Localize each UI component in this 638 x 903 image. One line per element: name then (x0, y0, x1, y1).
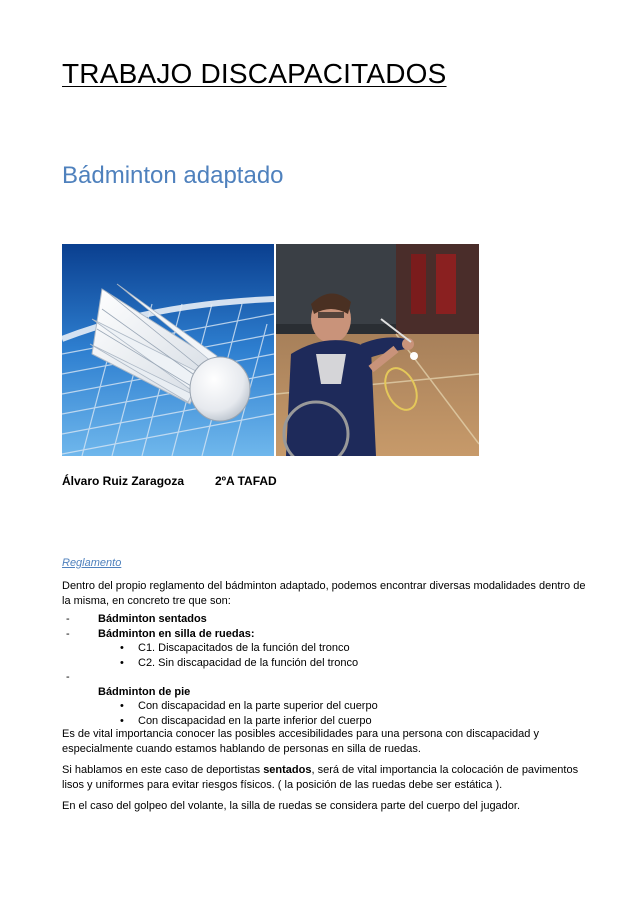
sub-list-item (62, 656, 582, 671)
document-subtitle: Bádminton adaptado (62, 162, 284, 189)
sub-list-item (62, 641, 582, 656)
list-item-label: Bádminton en silla de ruedas: (98, 627, 255, 640)
list-item-label: Bádminton sentados (98, 613, 207, 625)
paragraph-line: Es de vital importancia conocer las posibles accesibilidades para una persona con discapacidad y (62, 728, 539, 740)
bullet-marker: • (120, 642, 124, 654)
list-item (62, 670, 582, 685)
sub-list-item (62, 714, 582, 729)
intro-line-1: Dentro del propio reglamento del bádminton adaptado, podemos encontrar diversas modalidades dentro de (62, 580, 586, 592)
course-label: 2ºA TAFAD (215, 474, 277, 488)
modalities-list (62, 612, 582, 728)
sub-list-item-label: C2. Sin discapacidad de la función del tronco (138, 656, 359, 669)
dash-marker: - (66, 627, 70, 640)
paragraph-line (62, 763, 582, 778)
sub-list-item (62, 699, 582, 714)
paragraph-text: , será de vital importancia la colocación de pavimentos (311, 764, 579, 776)
shuttle-hit-paragraph (62, 799, 582, 814)
section-heading-reglamento[interactable]: Reglamento (62, 557, 122, 569)
paragraph-line: En el caso del golpeo del volante, la silla de ruedas se considera parte del cuerpo del jugador. (62, 800, 521, 812)
author-line (62, 474, 277, 488)
accessibility-paragraph (62, 727, 582, 757)
paragraph-line: especialmente cuando estamos hablando de personas en silla de ruedas. (62, 743, 421, 755)
sub-list-item-label: Con discapacidad en la parte inferior del cuerpo (138, 714, 372, 727)
wheelchair-player-image (276, 244, 479, 456)
intro-paragraph (62, 579, 586, 609)
author-name: Álvaro Ruiz Zaragoza (62, 474, 185, 488)
list-item (62, 685, 582, 700)
intro-line-2: la misma, en concreto tre que son: (62, 595, 231, 607)
bullet-marker: • (120, 656, 124, 669)
sub-list-item-label: C1. Discapacitados de la función del tronco (138, 642, 350, 654)
shuttlecock-image (62, 244, 274, 456)
list-item-label: Bádminton de pie (98, 685, 191, 698)
list-item (62, 627, 582, 642)
document-title: TRABAJO DISCAPACITADOS (62, 58, 447, 89)
dash-marker: - (66, 613, 70, 625)
bullet-marker: • (120, 700, 124, 712)
list-item (62, 612, 582, 627)
seated-athletes-paragraph (62, 763, 582, 793)
bullet-marker: • (120, 714, 124, 727)
paragraph-text: Si hablamos en este caso de deportistas (62, 764, 264, 776)
paragraph-line: lisos y uniformes para evitar riesgos físicos. ( la posición de las ruedas debe ser estática ). (62, 779, 503, 791)
dash-marker: - (66, 671, 70, 683)
sub-list-item-label: Con discapacidad en la parte superior del cuerpo (138, 700, 378, 712)
emphasis-text: sentados (263, 764, 312, 776)
